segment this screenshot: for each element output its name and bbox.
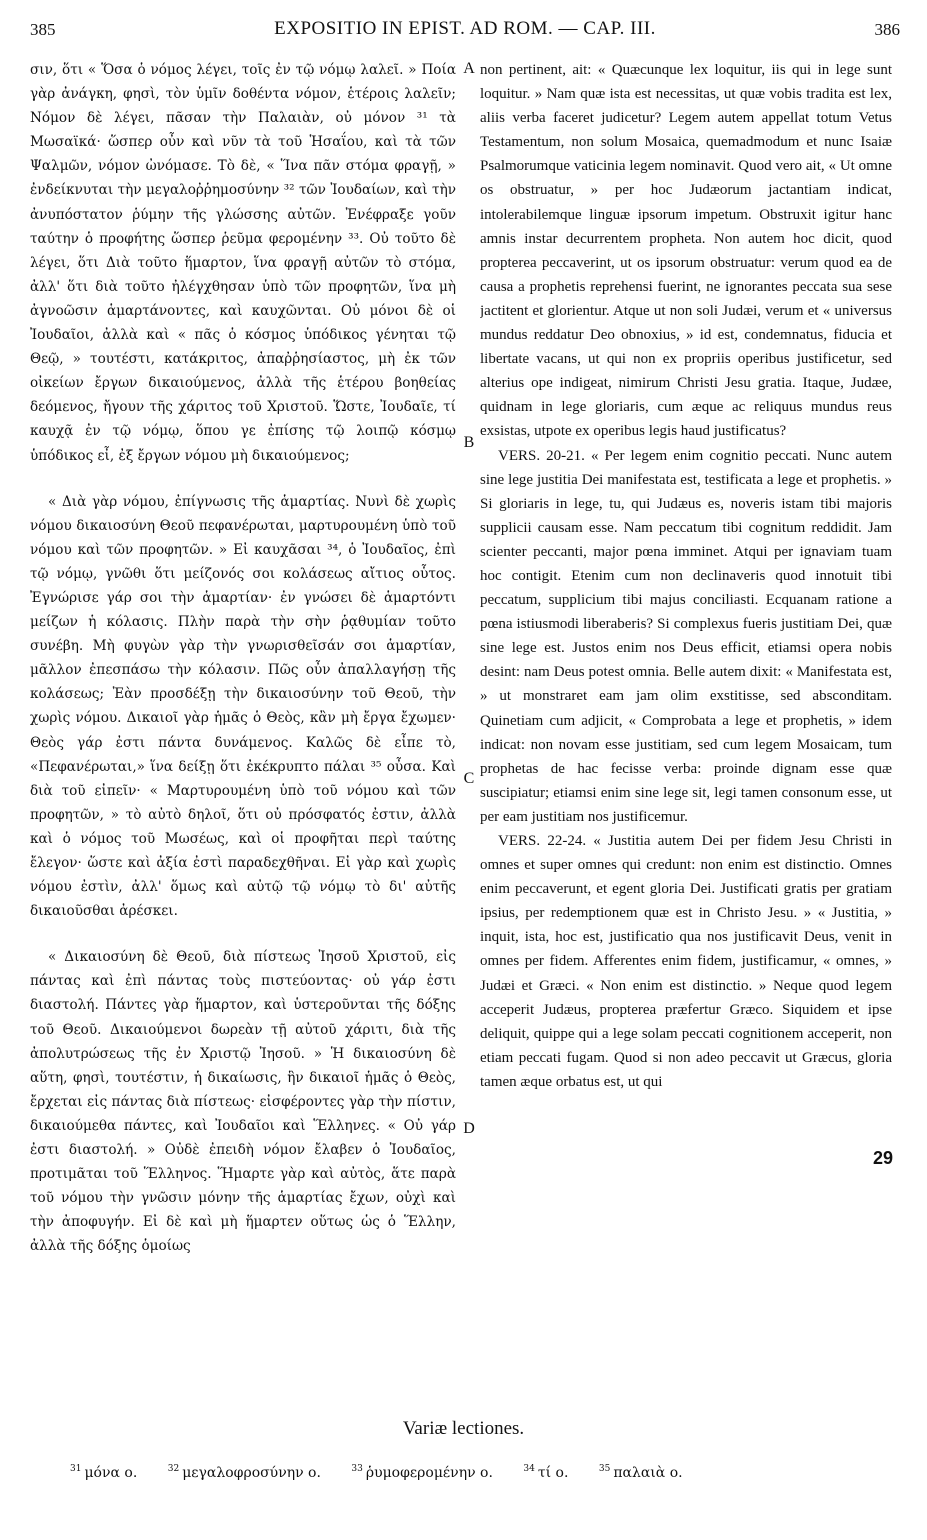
footnote: $^{32}$ μεγαλοφροσύνην ο. <box>167 1464 321 1481</box>
marker-b: B <box>463 434 475 451</box>
column-number: 29 <box>872 1148 893 1168</box>
latin-column <box>480 58 892 1388</box>
footnote: $^{33}$ ῥυμοφερομένην ο. <box>351 1464 493 1481</box>
marker-c: C <box>463 770 475 787</box>
margin-markers <box>459 58 479 1388</box>
page-number-right: 386 <box>874 20 900 39</box>
footnote: $^{35}$ παλαιὰ ο. <box>598 1464 683 1481</box>
footnote: $^{34}$ τί ο. <box>523 1464 569 1481</box>
latin-paragraph: non pertinent, ait: « Quæcunque lex loquitur, iis qui in lege sunt loquitur. » Nam quæ ista est necessitas, ut quæ vobis tradita est lex, aliis verba faceret judicetur? Legem autem appellat totum Vetus Testamentum, non solum Mosaica, quemadmodum et nunc Isaiæ Psalmorumque vaticinia legem nominavit. Quod vero ait, « Ut omne os obstruatur, » per hoc Judæorum jactantiam indicat, intolerabilemque linguæ ipsorum impetum. Obstruxit igitur hanc amnis instar decurrentem propheta. Non autem hoc dicit, quod propterea peccaverint, ut os ipsorum obstruatur: verum quod ea de causa a prophetis reprehensi fuerint, ne ignorantes peccata sua sese jactitent et glorientur. Atque ut non soli Judæi, verum et « universus mundus reddatur Deo obnoxius, » id est, condemnatus, fiducia et libertate vacans, ut qui non ex propriis operibus justificetur, sed alterius ope indigeat, nimirum Christi Jesu gratia. Itaque, Judæe, quidnam in lege gloriaris, cum æque ac reliquus mundus reus exsistas, utpote ex operibus legis haud justificatus? <box>480 62 892 440</box>
latin-paragraph: VERS. 20-21. « Per legem enim cognitio peccati. Nunc autem sine lege justitia Dei manifestata est, testificata a lege et prophetis. » Si gloriaris in lege, tu, qui Judæus es, noveris istam tibi majoris supplicii causam esse. Nam peccatum tibi cognitum reddidit. Jam scienter peccanti, major pœna imminet. Atqui per ignaviam tuam hoc contigit. Etenim cum non declinaveris quod innotuit tibi peccatum, supplicium tibi majus conciliasti. Ecquanam ratione a pœna istiusmodi liberaberis? Si complexus fueris justitiam Dei, quæ sine lege est. Justos enim nos Deus efficit, etiamsi opera nobis desint: nam Deus potest omnia. Belle autem dixit: « Manifestata est, » ut monstraret eam jam olim exstitisse, sed absconditam. Quinetiam cum adjicit, « Comprobata a lege et prophetis, » idem indicat: non novam esse justitiam, sed cum legem Mosaicam, tum prophetas de hac fecisse verba: proinde dignam esse quæ suscipiatur; etiamsi enim sine lege sit, legi tamen consonum esse, ut per eam justitiam nos justificemur. <box>480 447 892 825</box>
running-title: EXPOSITIO IN EPIST. AD ROM. — CAP. III. <box>274 18 656 39</box>
latin-paragraph: VERS. 22-24. « Justitia autem Dei per fidem Jesu Christi in omnes et super omnes qui credunt: non enim est distinctio. Omnes enim peccaverunt, et egent gloria Dei. Justificati gratis per gratiam ipsius, per redemptionem quæ est in Christo Jesu. » « Justitia, » inquit, ista, hoc est, justificatio qua nos justificavit Deus, venit in omnes per fidem. Afferentes enim fidem, justificamur, « omnes, » Judæi et Græci. « Non enim est distinctio. » Neque quod legem acceperit Judæus, propterea præfertur Græco. Siquidem et ipse deliquit, quippe qui a lege solam peccati cognitionem acceperit, non etiam peccati fugam. Quod si non adeo peccavit ut Græcus, gloria tamen æque orbatus est, ut qui <box>480 833 892 1090</box>
greek-paragraph: « Διὰ γὰρ νόμου, ἐπίγνωσις τῆς ἁμαρτίας. Νυνὶ δὲ χωρὶς νόμου δικαιοσύνη Θεοῦ πεφανέρωται, μαρτυρουμένη ὑπὸ τοῦ νόμου καὶ τῶν προφητῶν. » Εἰ καυχᾶσαι ³⁴, ὁ Ἰουδαῖος, ἐπὶ τῷ νόμῳ, γνῶθι ὅτι μείζονός σοι κολάσεως αἴτιος οὗτος. Ἐγνώρισε γάρ σοι τὴν ἁμαρτίαν· ἐν γνώσει δὲ ἁμαρτόντι μείζων ἡ κόλασις. Πλὴν παρὰ τὴν σὴν ῥᾳθυμίαν τοῦτο συνέβη. Μὴ φυγὼν γὰρ τὴν γνωρισθεῖσάν σοι ἁμαρτίαν, μᾶλλον ἐπεσπάσω τὴν κόλασιν. Πῶς οὖν ἀπαλλαγήσῃ τῆς κολάσεως; Ἐὰν προσδέξῃ τὴν δικαιοσύνην τοῦ Θεοῦ, τὴν χωρὶς νόμου. Δικαιοῖ γὰρ ἡμᾶς ὁ Θεὸς, κἂν μὴ ἔργα ἔχωμεν· Θεὸς γάρ ἐστι πάντα δυνάμενος. Καλῶς δὲ εἶπε τὸ, «Πεφανέρωται,» ἵνα δείξῃ ὅτι ἐκέκρυπτο πάλαι ³⁵ οὖσα. Καὶ διὰ τοῦ εἰπεῖν· « Μαρτυρουμένη ὑπὸ τοῦ νόμου καὶ τῶν προφητῶν, » τὸ αὐτὸ δηλοῖ, ὅτι οὐ πρόσφατός ἐστιν, ἀλλὰ καὶ ὁ νόμος τοῦ Μωσέως, καὶ οἱ προφῆται περὶ ταύτης ἔλεγον· ὥστε καὶ ἀξία ἐστὶ παραδεχθῆναι. Εἰ γὰρ καὶ χωρὶς νόμου ἐστὶν, ἀλλ' ὅμως καὶ αὐτῷ τῷ νόμῳ τὸ δι' αὐτῆς δικαιοῦσθαι ἀρέσκει. <box>30 493 456 920</box>
marker-a: A <box>463 60 475 77</box>
page-number-left: 385 <box>30 20 56 39</box>
footnote: $^{31}$ μόνα ο. <box>70 1464 138 1481</box>
page-header <box>30 14 900 44</box>
greek-column <box>30 58 456 1388</box>
greek-paragraph: σιν, ὅτι « Ὅσα ὁ νόμος λέγει, τοῖς ἐν τῷ νόμῳ λαλεῖ. » Ποία γὰρ ἀνάγκη, φησὶ, τὸν ὑμῖν δοθέντα νόμον, ἑτέροις λαλεῖν; Νόμον δὲ λέγει, πᾶσαν τὴν Παλαιὰν, οὐ μόνον ³¹ τὰ Μωσαϊκά· ὥσπερ οὖν καὶ νῦν τὰ τοῦ Ἡσαΐου, καὶ τὰ τῶν Ψαλμῶν, νόμον ὠνόμασε. Τὸ δὲ, « Ἵνα πᾶν στόμα φραγῇ, » ἐνδείκνυται τὴν μεγαλοῤῥημοσύνην ³² τῶν Ἰουδαίων, καὶ τὴν ἀνυπόστατον ῥύμην τῆς γλώσσης αὐτῶν. Ἐνέφραξε γοῦν ταύτην ὁ προφήτης ὥσπερ ῥεῦμα φερομένην ³³. Οὐ τοῦτο δὲ λέγει, ὅτι Διὰ τοῦτο ἥμαρτον, ἵνα φραγῇ αὐτῶν τὸ στόμα, ἀλλ' ὅτι διὰ τοῦτο ἠλέγχθησαν ὑπὸ τῶν προφητῶν, ἵνα μὴ ἀγνοῶσιν ἁμαρτάνοντες, καὶ καυχῶνται. Οὐ μόνοι δὲ οἱ Ἰουδαῖοι, ἀλλὰ καὶ « πᾶς ὁ κόσμος ὑπόδικος γένηται τῷ Θεῷ, » τουτέστι, κατάκριτος, ἀπαῤῥησίαστος, μὴ ἐκ τῶν οἰκείων ἔργων δικαιούμενος, ἀλλὰ τῆς ἑτέρου βοηθείας δεόμενος, ἤγουν τῆς χάριτος τοῦ Χριστοῦ. Ὥστε, Ἰουδαῖε, τί καυχᾷ ἐν τῷ νόμῳ, ὅπου γε ἐπίσης τῷ λοιπῷ κόσμῳ ὑπόδικος εἶ, ἐξ ἔργων νόμου μὴ δικαιούμενος; <box>30 62 456 464</box>
marker-d: D <box>463 1120 475 1137</box>
variae-lectiones-title: Variæ lectiones. <box>402 1418 525 1439</box>
footnotes <box>70 1464 890 1481</box>
greek-paragraph: « Δικαιοσύνη δὲ Θεοῦ, διὰ πίστεως Ἰησοῦ Χριστοῦ, εἰς πάντας καὶ ἐπὶ πάντας τοὺς πιστεύοντας· οὐ γάρ ἐστι διαστολή. Πάντες γὰρ ἥμαρτον, καὶ ὑστεροῦνται τῆς δόξης τοῦ Θεοῦ. Δικαιούμενοι δωρεὰν τῇ αὐτοῦ χάριτι, διὰ τῆς ἀπολυτρώσεως τῆς ἐν Χριστῷ Ἰησοῦ. » Ἡ δικαιοσύνη δὲ αὕτη, φησὶ, τουτέστιν, ἡ δικαίωσις, ἣν δικαιοῖ ἡμᾶς ὁ Θεὸς, ἔρχεται εἰς πάντας διὰ πίστεως· εἰσφέροντες γὰρ τὴν πίστιν, δικαιούμεθα πάντες, καὶ Ἰουδαῖοι καὶ Ἕλληνες. « Οὐ γάρ ἐστι διαστολή. » Οὐδὲ ἐπειδὴ νόμον ἔλαβεν ὁ Ἰουδαῖος, προτιμᾶται τοῦ Ἕλληνος. Ἥμαρτε γὰρ καὶ αὐτὸς, ἅτε παρὰ τοῦ νόμου τὴν γνῶσιν μόνην τῆς ἁμαρτίας ἔχων, οὐχὶ καὶ τὴν ἀποφυγήν. Εἰ δὲ καὶ μὴ ἥμαρτεν οὕτως ὡς ὁ Ἕλλην, ἀλλὰ τῆς δόξης ὁμοίως <box>30 949 456 1255</box>
